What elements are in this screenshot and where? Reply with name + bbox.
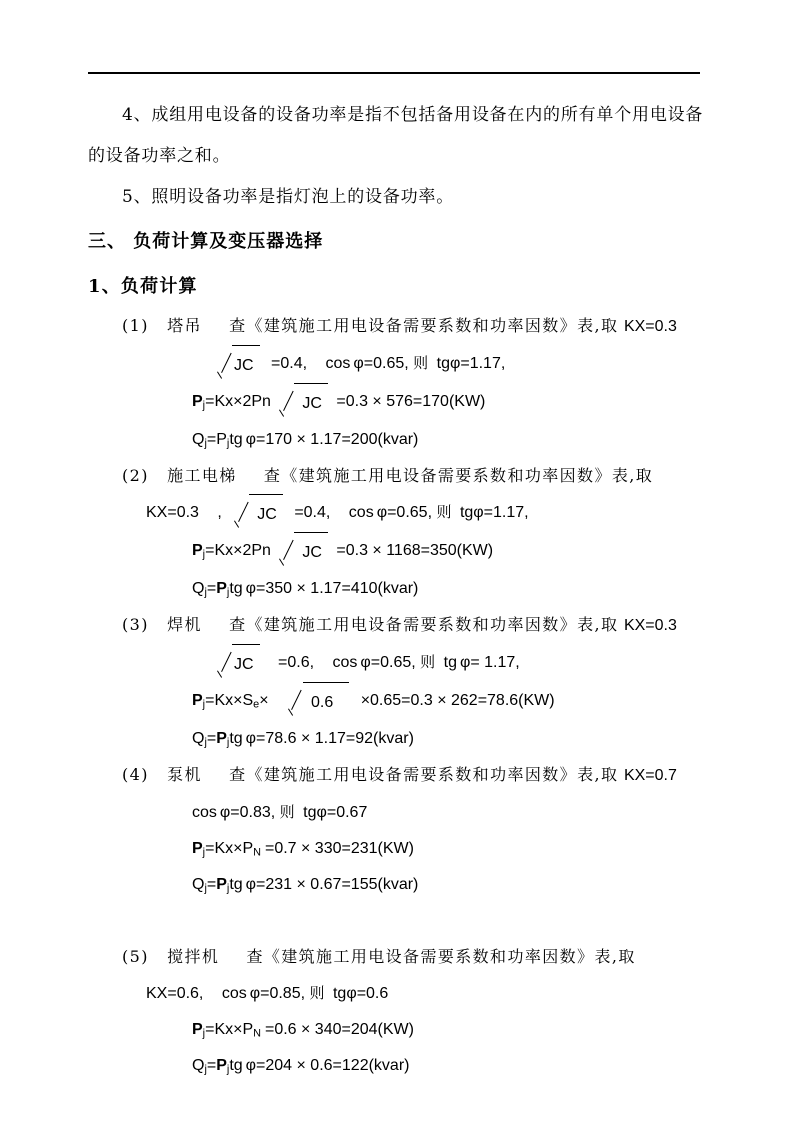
item-5-qj-result: =204 × 0.6=122(kvar): [256, 1057, 410, 1074]
item-1-number: (1): [122, 316, 149, 335]
item-1-pj-expr: =Kx×2Pn: [205, 393, 271, 410]
item-2-line-1: KX=0.3 , JC =0.4, cos φ=0.65, 则 tgφ=1.17,: [88, 494, 706, 533]
item-2-cos: cos: [348, 504, 374, 521]
item-5-pj-expr: =Kx×P: [205, 1021, 254, 1038]
symbol-P: P: [216, 730, 227, 747]
header-rule: [88, 72, 700, 74]
symbol-P: P: [192, 542, 203, 559]
subscript-j: j: [226, 586, 230, 599]
item-5-reference: 查《建筑施工用电设备需要系数和功率因数》表,取: [246, 947, 636, 966]
item-3-jc-value: =0.6,: [278, 654, 315, 671]
symbol-Q: Q: [192, 1057, 205, 1074]
item-2-pj-expr: =Kx×2Pn: [205, 542, 271, 559]
item-1-tg-value: =1.17,: [460, 355, 506, 372]
item-2-kx: KX=0.3: [146, 504, 199, 521]
radical-sign-icon: [278, 540, 295, 560]
load-item-3: [88, 607, 706, 757]
item-5-qj-formula: $Q_j=P_jtg$ φ=204 × 0.6=122(kvar): [192, 1057, 410, 1076]
phi-icon: φ: [245, 730, 257, 747]
item-3-pj-result: ×0.65=0.3 × 262=78.6(KW): [360, 692, 555, 709]
item-3-reference: 查《建筑施工用电设备需要系数和功率因数》表,取: [229, 615, 619, 634]
load-item-1: [88, 308, 706, 458]
symbol-P: P: [216, 1057, 227, 1074]
radical-sign-icon: [233, 502, 250, 522]
symbol-Q: Q: [192, 580, 205, 597]
document-body: [88, 95, 706, 1084]
item-4-reference: 查《建筑施工用电设备需要系数和功率因数》表,取: [229, 765, 619, 784]
phi-icon: φ: [245, 580, 257, 597]
subscript-j: j: [204, 586, 207, 599]
symbol-P: P: [216, 580, 227, 597]
symbol-P: P: [192, 692, 203, 709]
item-1-qj-expr: =P: [206, 431, 227, 448]
item-4-cos: cos: [192, 804, 217, 821]
item-4-qj-formula: $Q_j=P_jtg$ φ=231 × 0.67=155(kvar): [192, 876, 419, 895]
item-5-header: [88, 939, 706, 975]
item-3-kx: KX=0.3: [623, 617, 677, 634]
item-2-reference: 查《建筑施工用电设备需要系数和功率因数》表,取: [263, 466, 654, 485]
symbol-Q: Q: [192, 730, 205, 747]
item-1-kx: KX=0.3: [623, 318, 677, 335]
radical-jc-1: JC: [216, 347, 260, 384]
phi-icon: φ: [346, 985, 357, 1002]
phi-icon: φ: [249, 985, 261, 1002]
radical-jc-2: JC: [278, 385, 328, 422]
item-2-jc-value: =0.4,: [294, 504, 331, 521]
item-2-header: [88, 458, 706, 494]
radical-jc-5: JC: [216, 646, 260, 683]
subscript-N: N: [253, 846, 261, 859]
item-3-pj-times: ×: [259, 692, 269, 709]
item-5-qj-tg: tg: [229, 1057, 243, 1074]
item-1-cos: cos: [325, 355, 351, 372]
phi-icon: φ: [376, 504, 388, 521]
item-3-cos-value: =0.65,: [370, 654, 416, 671]
item-3-name: 焊机: [167, 615, 202, 634]
subscript-j: j: [202, 846, 206, 859]
subscript-j: j: [202, 698, 206, 711]
phi-icon: φ: [360, 654, 371, 671]
item-3-header: [88, 607, 706, 644]
item-1-header: [88, 308, 706, 345]
item-3-qj-result: =78.6 × 1.17=92(kvar): [256, 730, 414, 747]
radical-sign-icon: [216, 353, 233, 373]
item-1-qj-tg: tg: [229, 431, 243, 448]
item-3-cos: cos: [332, 654, 358, 671]
phi-icon: φ: [459, 654, 471, 671]
item-4-pj-result: =0.7 × 330=231(KW): [264, 840, 414, 857]
item-3-tg: tg: [443, 654, 457, 671]
radical-sign-icon: [287, 690, 304, 710]
symbol-P: P: [216, 876, 227, 893]
item-4-pj-expr: =Kx×P: [205, 840, 254, 857]
symbol-Q: Q: [192, 431, 205, 448]
symbol-P: P: [192, 1021, 203, 1038]
subscript-j: j: [204, 882, 207, 895]
item-2-cos-value: =0.65,: [387, 504, 433, 521]
item-2-tg: tg: [459, 504, 474, 521]
item-3-line-1: [88, 644, 706, 683]
item-5-kx: KX=0.6,: [146, 985, 204, 1002]
symbol-P: P: [192, 840, 203, 857]
subscript-e: e: [253, 698, 260, 711]
subscript-j: j: [204, 1063, 207, 1076]
subscript-N: N: [253, 1027, 261, 1040]
subscript-j: j: [202, 1027, 206, 1040]
item-3-number: (3): [122, 615, 149, 634]
section-heading: 三、 负荷计算及变压器选择: [88, 231, 324, 252]
subsection-heading: 1、负荷计算: [88, 276, 198, 297]
item-2-qj-formula: $Q_j=P_jtg$ φ=350 × 1.17=410(kvar): [192, 580, 419, 599]
item-5-tg: tg: [332, 985, 347, 1002]
item-2-number: (2): [122, 466, 149, 485]
item-3-pj-expr: =Kx×S: [205, 692, 254, 709]
item-5-pj-formula: [88, 1012, 706, 1048]
item-3-pj-formula: [88, 683, 706, 721]
phi-icon: φ: [245, 1057, 257, 1074]
item-1-reference: 查《建筑施工用电设备需要系数和功率因数》表,取: [229, 316, 619, 335]
paragraph-spacer: [88, 903, 706, 939]
item-2-pj-result: =0.3 × 1168=350(KW): [336, 542, 494, 559]
phi-icon: φ: [245, 876, 257, 893]
radical-06: 0.6: [287, 684, 349, 721]
radical-sign-icon: [216, 652, 233, 672]
item-4-line-1: [88, 794, 706, 831]
item-4-ze: 则: [279, 803, 295, 821]
item-5-pj-result: =0.6 × 340=204(KW): [264, 1021, 414, 1038]
symbol-P: P: [192, 393, 203, 410]
item-4-number: (4): [122, 765, 149, 784]
item-5-cos: cos: [221, 985, 247, 1002]
item-1-pj-formula: [88, 384, 706, 422]
subscript-j: j: [202, 548, 206, 561]
load-item-4: [88, 757, 706, 903]
item-1-line-1: [88, 345, 706, 384]
subscript-j: j: [202, 399, 206, 412]
item-1-ze: 则: [413, 354, 429, 372]
item-5-cos-value: =0.85,: [260, 985, 306, 1002]
item-4-name: 泵机: [167, 765, 202, 784]
item-1-pj-result: =0.3 × 576=170(KW): [336, 393, 486, 410]
subscript-j: j: [204, 736, 207, 749]
item-1-qj-result: =170 × 1.17=200(kvar): [256, 431, 419, 448]
phi-icon: φ: [245, 431, 257, 448]
item-1-cos-value: =0.65,: [363, 355, 409, 372]
item-1-name: 塔吊: [167, 316, 202, 335]
subscript-j: j: [226, 882, 230, 895]
item-3-ze: 则: [420, 653, 436, 671]
item-2-name: 施工电梯: [167, 466, 237, 485]
item-4-header: [88, 757, 706, 794]
item-4-kx: KX=0.7: [623, 767, 677, 784]
phi-icon: φ: [219, 804, 231, 821]
paragraph-5: 5、照明设备功率是指灯泡上的设备功率。: [122, 187, 455, 207]
phi-icon: φ: [316, 804, 327, 821]
item-2-ze: 则: [436, 503, 452, 521]
item-4-qj-tg: tg: [229, 876, 243, 893]
item-4-pj-formula: [88, 831, 706, 867]
paragraph-4: 4、成组用电设备的设备功率是指不包括备用设备在内的所有单个用电设备的设备功率之和。: [88, 105, 704, 166]
subscript-j: j: [226, 1063, 230, 1076]
item-4-tg-value: =0.67: [326, 804, 368, 821]
radical-sign-icon: [278, 391, 295, 411]
load-item-5: [88, 939, 706, 1084]
phi-icon: φ: [353, 355, 364, 372]
load-item-2: [88, 458, 706, 607]
subscript-j: j: [226, 736, 230, 749]
item-2-qj-tg: tg: [229, 580, 243, 597]
item-5-tg-value: =0.6: [356, 985, 389, 1002]
item-1-tg: tg: [436, 355, 450, 372]
item-2-qj-result: =350 × 1.17=410(kvar): [256, 580, 419, 597]
item-1-qj-formula: [88, 422, 706, 458]
item-2-pj-formula: [88, 533, 706, 571]
item-1-jc-value: =0.4,: [271, 355, 308, 372]
item-4-cos-value: =0.83,: [230, 804, 276, 821]
item-3-tg-value: = 1.17,: [470, 654, 520, 671]
radical-jc-4: JC: [278, 534, 328, 571]
phi-icon: φ: [449, 355, 461, 372]
item-5-number: (5): [122, 947, 149, 966]
item-2-tg-value: =1.17,: [483, 504, 529, 521]
symbol-Q: Q: [192, 876, 205, 893]
item-3-qj-tg: tg: [229, 730, 243, 747]
item-4-qj-result: =231 × 0.67=155(kvar): [256, 876, 419, 893]
phi-icon: φ: [473, 504, 484, 521]
item-5-ze: 则: [309, 984, 325, 1002]
item-5-name: 搅拌机: [167, 947, 220, 966]
item-3-qj-formula: $Q_j=P_jtg$ φ=78.6 × 1.17=92(kvar): [192, 730, 414, 749]
radical-jc-3: JC: [233, 496, 283, 533]
item-5-line-1: [88, 975, 706, 1012]
subscript-j: j: [226, 437, 230, 450]
subscript-j: j: [204, 437, 207, 450]
item-4-tg: tg: [303, 804, 317, 821]
